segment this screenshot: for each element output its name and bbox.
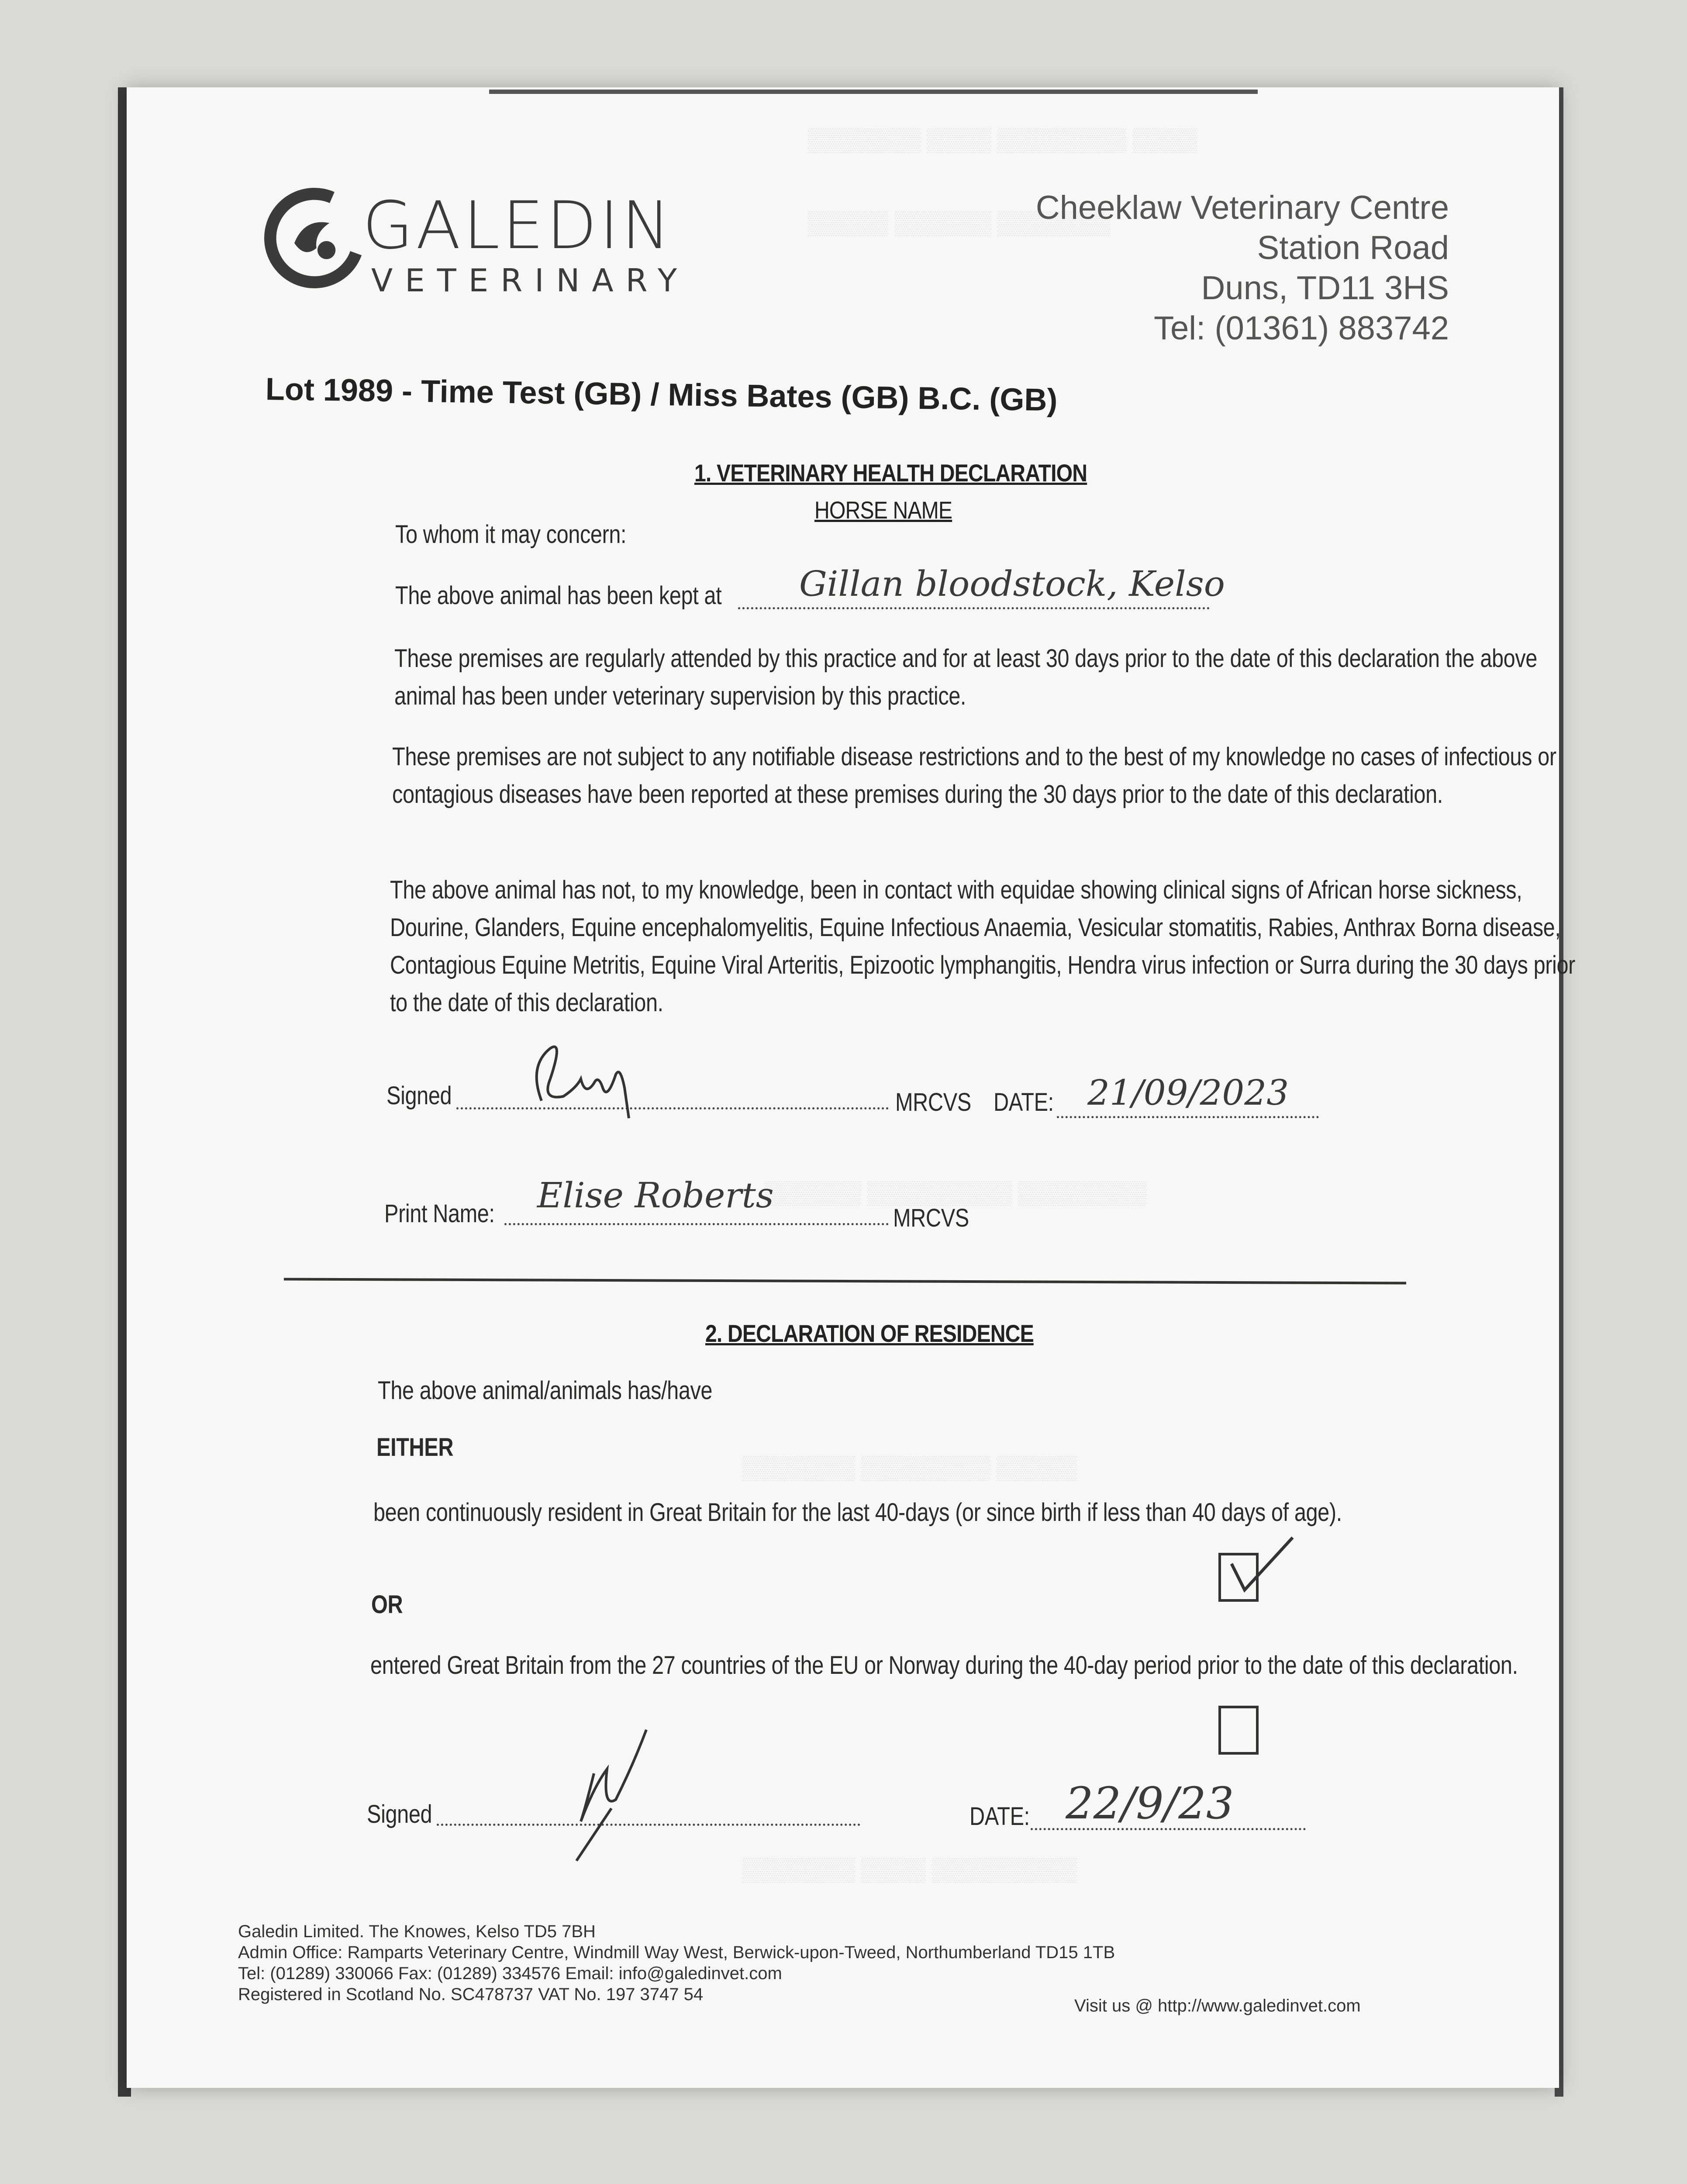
option2-checkbox[interactable] <box>1218 1706 1259 1755</box>
date-handwriting-2: 22/9/23 <box>1066 1778 1234 1829</box>
section1-paragraph-3: The above animal has not, to my knowledge, been in contact with equidae showing clinical signs of African horse sickness, Dourine, Glanders, Equine encephalomyelitis, Equine Infectious Anaemia, Vesicular stomatitis, Rabies, Anthrax Borna disease, Contagious Equine Metritis, Equine Viral Arteritis, Epizootic lymphangitis, Hendra virus infection or Surra during the 30 days prior to the date of this declaration. <box>390 876 1575 1017</box>
horse-name-label: HORSE NAME <box>814 496 952 524</box>
footer-admin-office: Admin Office: Ramparts Veterinary Centre, Windmill Way West, Berwick-upon-Tweed, Northumberland TD15 1TB <box>238 1943 1115 1962</box>
lot-title: Lot 1989 - Time Test (GB) / Miss Bates (GB) B.C. (GB) <box>265 372 1058 418</box>
mrcvs-label: MRCVS <box>895 1088 971 1116</box>
residence-option-1: been continuously resident in Great Britain for the last 40-days (or since birth if less than 40 days of age). <box>373 1498 1342 1527</box>
show-through-text: ▒▒▒▒▒ ▒▒▒▒▒▒ ▒▒▒▒▒▒▒ <box>808 210 1111 235</box>
footer-website-link[interactable]: Visit us @ http://www.galedinvet.com <box>1074 1996 1361 2015</box>
kept-at-handwriting: Gillan bloodstock, Kelso <box>799 563 1225 604</box>
show-through-text: ▒▒▒▒▒▒▒ ▒▒▒▒ ▒▒▒▒▒▒▒▒ ▒▒▒▒ <box>808 127 1197 152</box>
section1-paragraph-1: These premises are regularly attended by this practice and for at least 30 days prior to the date of this declaration the above animal has been under veterinary supervision by this practice. <box>394 644 1537 710</box>
signature-2 <box>559 1721 655 1865</box>
practice-address-line: Duns, TD11 3HS <box>1201 270 1449 307</box>
date-label: DATE: <box>994 1088 1054 1116</box>
logo-wordmark: GALEDIN <box>362 188 673 264</box>
section2-heading: 2. DECLARATION OF RESIDENCE <box>705 1320 1034 1347</box>
signed-label: Signed <box>386 1082 452 1110</box>
footer-contact: Tel: (01289) 330066 Fax: (01289) 334576 Email: info@galedinvet.com <box>238 1964 782 1983</box>
practice-address-line: Station Road <box>1257 229 1449 266</box>
print-name-label: Print Name: <box>384 1199 495 1228</box>
show-through-text: ▒▒▒▒▒▒▒ ▒▒▒▒ ▒▒▒▒▒▒▒▒▒ <box>742 1857 1077 1882</box>
logo-subtitle: VETERINARY <box>371 262 689 299</box>
footer-company: Galedin Limited. The Knowes, Kelso TD5 7BH <box>238 1922 596 1941</box>
show-through-text: ▒▒▒▒▒▒▒ ▒▒▒▒▒▒▒▒ ▒▒▒▒▒ <box>742 1455 1077 1480</box>
practice-phone: Tel: (01361) 883742 <box>1153 310 1449 347</box>
section1-paragraph-2: These premises are not subject to any notifiable disease restrictions and to the best of my knowledge no cases of infectious or contagious diseases have been reported at these premises during the 30 days prior to the date of this declaration. <box>392 743 1556 809</box>
top-edge-line <box>489 90 1258 94</box>
show-through-text: ▒▒▒▒▒▒ ▒▒▒▒▒▒▒▒▒ ▒▒▒▒▒▒▒▒ <box>764 1180 1147 1205</box>
to-whom-line: To whom it may concern: <box>395 520 627 549</box>
print-name-dotted-line <box>504 1223 889 1225</box>
date-label-2: DATE: <box>969 1802 1030 1831</box>
either-label: EITHER <box>376 1433 454 1462</box>
section1-heading: 1. VETERINARY HEALTH DECLARATION <box>694 459 1087 487</box>
signed-label-2: Signed <box>367 1800 432 1828</box>
date-handwriting: 21/09/2023 <box>1087 1072 1289 1113</box>
signature-dotted-line <box>456 1107 889 1109</box>
checkmark-icon <box>1218 1529 1297 1603</box>
kept-at-label: The above animal has been kept at <box>395 581 722 610</box>
mrcvs-label-2: MRCVS <box>893 1204 969 1232</box>
or-label: OR <box>371 1590 403 1619</box>
kept-at-dotted-line <box>738 607 1210 609</box>
print-name-handwriting: Elise Roberts <box>537 1175 774 1216</box>
vet-signature <box>524 1040 655 1123</box>
galedin-logo-icon <box>264 188 365 288</box>
practice-address-line: Cheeklaw Veterinary Centre <box>1035 189 1449 226</box>
date-dotted-line <box>1057 1116 1319 1118</box>
residence-option-2: entered Great Britain from the 27 countries of the EU or Norway during the 40-day period prior to the date of this declaration. <box>370 1651 1518 1679</box>
footer-registration: Registered in Scotland No. SC478737 VAT No. 197 3747 54 <box>238 1985 704 2004</box>
residence-intro: The above animal/animals has/have <box>378 1376 713 1405</box>
